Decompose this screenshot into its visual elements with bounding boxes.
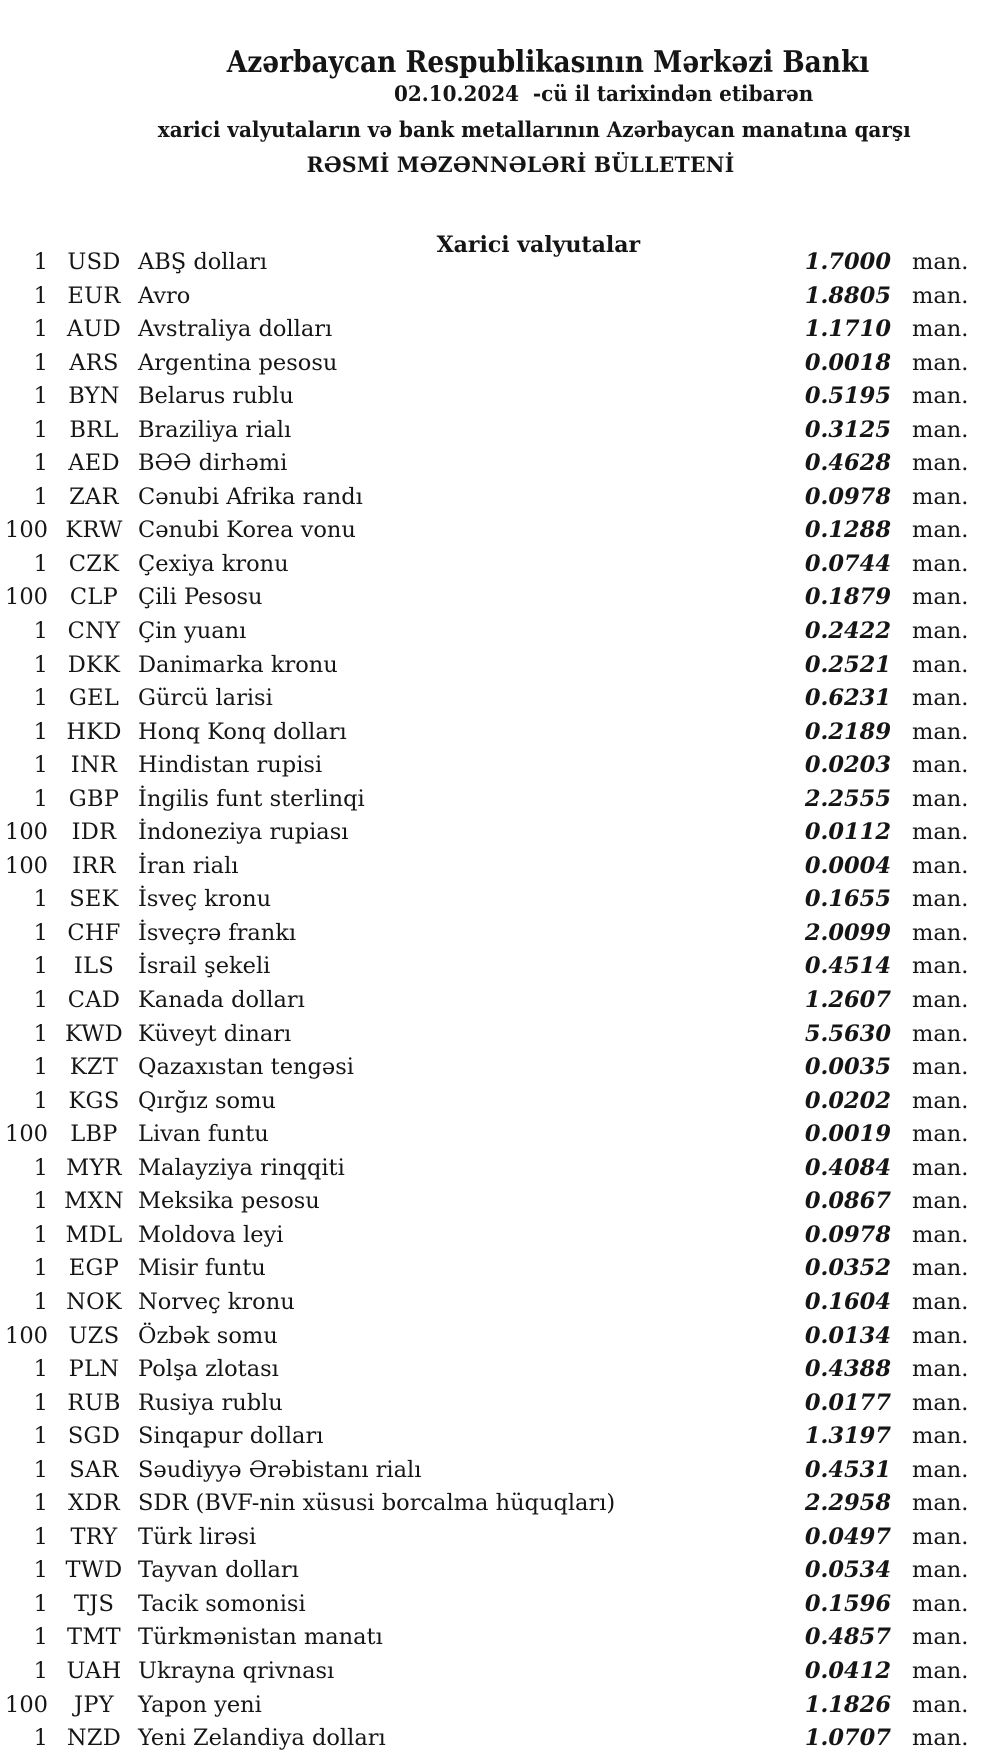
- quantity-cell: 1: [33, 1188, 48, 1215]
- currency-name-cell: İsrail şekeli: [138, 953, 271, 980]
- currency-name-cell: Rusiya rublu: [138, 1389, 283, 1416]
- currency-code-cell: INR: [70, 752, 118, 779]
- table-row: [0, 850, 1000, 884]
- unit-cell: man.: [912, 1255, 969, 1282]
- unit-cell: man.: [912, 416, 969, 443]
- quantity-cell: 1: [33, 450, 48, 477]
- currency-name-cell: Norveç kronu: [138, 1288, 295, 1315]
- rate-value-cell: 1.7000: [804, 249, 891, 275]
- currency-code-cell: TJS: [73, 1590, 115, 1617]
- quantity-cell: 1: [33, 1725, 48, 1752]
- effective-date-text: 02.10.2024 -cü il tarixindən etibarən: [394, 81, 814, 106]
- unit-cell: man.: [912, 349, 969, 376]
- currency-name-cell: Qırğız somu: [138, 1087, 276, 1114]
- rate-value-cell: 1.0707: [804, 1725, 891, 1752]
- section-title-text: Xarici valyutalar: [436, 232, 641, 258]
- table-row: [0, 1621, 1000, 1655]
- unit-cell: man.: [912, 886, 969, 913]
- quantity-cell: 1: [33, 1456, 48, 1483]
- currency-name-cell: Kanada dolları: [138, 987, 305, 1014]
- unit-cell: man.: [912, 852, 969, 879]
- table-row: [0, 1487, 1000, 1521]
- quantity-cell: 1: [33, 1557, 48, 1584]
- unit-cell: man.: [912, 651, 969, 678]
- quantity-cell: 1: [33, 1054, 48, 1081]
- currency-name-cell: Avro: [138, 282, 191, 309]
- rate-value-cell: 0.1879: [804, 584, 891, 611]
- unit-cell: man.: [912, 1725, 969, 1752]
- currency-code-cell: ZAR: [69, 483, 119, 510]
- unit-cell: man.: [912, 316, 969, 343]
- currency-code-cell: HKD: [66, 718, 122, 745]
- unit-cell: man.: [912, 450, 969, 477]
- unit-cell: man.: [912, 618, 969, 645]
- currency-code-cell: IDR: [71, 819, 117, 846]
- currency-name-cell: İndoneziya rupiası: [138, 819, 349, 846]
- bulletin-title: [0, 127, 1000, 202]
- quantity-cell: 100: [5, 517, 48, 544]
- currency-code-cell: AUD: [66, 316, 122, 343]
- rate-value-cell: 0.0497: [804, 1523, 891, 1550]
- table-row: [0, 1588, 1000, 1622]
- quantity-cell: 1: [33, 383, 48, 410]
- rate-value-cell: 0.2422: [804, 618, 891, 645]
- table-row: [0, 917, 1000, 951]
- unit-cell: man.: [912, 1188, 969, 1215]
- currency-name-cell: Moldova leyi: [138, 1221, 284, 1248]
- table-row: [0, 816, 1000, 850]
- currency-code-cell: TWD: [65, 1557, 123, 1584]
- quantity-cell: 1: [33, 618, 48, 645]
- currency-code-cell: BRL: [69, 416, 119, 443]
- rate-value-cell: 0.4628: [804, 450, 891, 477]
- table-row: [0, 1554, 1000, 1588]
- unit-cell: man.: [912, 1054, 969, 1081]
- quantity-cell: 1: [33, 1356, 48, 1383]
- currency-name-cell: Özbək somu: [138, 1322, 278, 1349]
- currency-code-cell: EGP: [68, 1255, 120, 1282]
- rate-value-cell: 0.1596: [804, 1590, 891, 1617]
- rate-value-cell: 0.0134: [804, 1322, 891, 1349]
- quantity-cell: 1: [33, 1657, 48, 1684]
- currency-code-cell: GBP: [68, 785, 120, 812]
- currency-code-cell: CZK: [68, 550, 120, 577]
- currency-name-cell: Türk lirəsi: [138, 1523, 257, 1550]
- currency-name-cell: Cənubi Afrika randı: [138, 483, 363, 510]
- currency-name-cell: Hindistan rupisi: [138, 752, 323, 779]
- currency-code-cell: MXN: [64, 1188, 124, 1215]
- quantity-cell: 100: [5, 1121, 48, 1148]
- table-row: [0, 615, 1000, 649]
- currency-code-cell: AED: [68, 450, 120, 477]
- table-row: [0, 313, 1000, 347]
- quantity-cell: 1: [33, 752, 48, 779]
- currency-code-cell: KGS: [68, 1087, 120, 1114]
- rate-value-cell: 1.2607: [804, 987, 891, 1014]
- table-row: [0, 280, 1000, 314]
- quantity-cell: 100: [5, 1322, 48, 1349]
- currency-code-cell: ILS: [73, 953, 115, 980]
- table-row: [0, 1387, 1000, 1421]
- unit-cell: man.: [912, 517, 969, 544]
- unit-cell: man.: [912, 282, 969, 309]
- quantity-cell: 1: [33, 1590, 48, 1617]
- quantity-cell: 1: [33, 953, 48, 980]
- table-row: [0, 246, 1000, 280]
- rate-value-cell: 0.4388: [804, 1356, 891, 1383]
- table-row: [0, 1118, 1000, 1152]
- unit-cell: man.: [912, 1087, 969, 1114]
- quantity-cell: 1: [33, 483, 48, 510]
- unit-cell: man.: [912, 1389, 969, 1416]
- table-row: [0, 1051, 1000, 1085]
- rate-value-cell: 1.3197: [804, 1423, 891, 1450]
- quantity-cell: 1: [33, 1423, 48, 1450]
- currency-code-cell: KZT: [69, 1054, 119, 1081]
- currency-name-cell: ABŞ dolları: [138, 249, 268, 275]
- quantity-cell: 1: [33, 316, 48, 343]
- currency-name-cell: Livan funtu: [138, 1121, 269, 1148]
- currency-code-cell: NOK: [66, 1288, 122, 1315]
- quantity-cell: 1: [33, 685, 48, 712]
- unit-cell: man.: [912, 1423, 969, 1450]
- currency-code-cell: CNY: [67, 618, 121, 645]
- unit-cell: man.: [912, 1557, 969, 1584]
- quantity-cell: 1: [33, 1288, 48, 1315]
- unit-cell: man.: [912, 383, 969, 410]
- rate-value-cell: 0.0177: [804, 1389, 891, 1416]
- rate-value-cell: 0.0035: [804, 1054, 891, 1081]
- table-row: [0, 883, 1000, 917]
- currency-code-cell: SAR: [69, 1456, 119, 1483]
- table-row: [0, 1353, 1000, 1387]
- rate-value-cell: 0.0019: [804, 1121, 891, 1148]
- quantity-cell: 1: [33, 919, 48, 946]
- rate-value-cell: 0.0203: [804, 752, 891, 779]
- table-row: [0, 1219, 1000, 1253]
- currency-code-cell: LBP: [70, 1121, 118, 1148]
- unit-cell: man.: [912, 685, 969, 712]
- currency-name-cell: İran rialı: [138, 852, 239, 879]
- table-row: [0, 1185, 1000, 1219]
- table-row: [0, 380, 1000, 414]
- currency-name-cell: Ukrayna qrivnası: [138, 1657, 335, 1684]
- currency-code-cell: KRW: [65, 517, 123, 544]
- table-row: [0, 649, 1000, 683]
- currency-code-cell: TMT: [67, 1624, 121, 1651]
- currency-code-cell: ARS: [69, 349, 119, 376]
- rate-value-cell: 0.6231: [804, 685, 891, 712]
- unit-cell: man.: [912, 1691, 969, 1718]
- currency-code-cell: RUB: [67, 1389, 121, 1416]
- currency-name-cell: Çin yuanı: [138, 618, 247, 645]
- currency-name-cell: Yapon yeni: [138, 1691, 262, 1718]
- rate-value-cell: 0.4857: [804, 1624, 891, 1651]
- currency-code-cell: MYR: [66, 1154, 122, 1181]
- rate-value-cell: 1.1710: [804, 316, 891, 343]
- table-row: [0, 1286, 1000, 1320]
- currency-name-cell: Danimarka kronu: [138, 651, 338, 678]
- unit-cell: man.: [912, 249, 969, 275]
- quantity-cell: 1: [33, 1490, 48, 1517]
- quantity-cell: 1: [33, 349, 48, 376]
- unit-cell: man.: [912, 718, 969, 745]
- unit-cell: man.: [912, 550, 969, 577]
- unit-cell: man.: [912, 1624, 969, 1651]
- table-row: [0, 1689, 1000, 1723]
- currency-code-cell: UZS: [68, 1322, 120, 1349]
- quantity-cell: 1: [33, 1624, 48, 1651]
- rate-value-cell: 0.2521: [804, 651, 891, 678]
- quantity-cell: 100: [5, 819, 48, 846]
- table-row: [0, 1018, 1000, 1052]
- rate-value-cell: 0.0018: [804, 349, 891, 376]
- rate-value-cell: 0.0352: [804, 1255, 891, 1282]
- unit-cell: man.: [912, 1456, 969, 1483]
- unit-cell: man.: [912, 1221, 969, 1248]
- table-row: [0, 783, 1000, 817]
- rate-value-cell: 0.0202: [804, 1087, 891, 1114]
- unit-cell: man.: [912, 1657, 969, 1684]
- currency-rates-table: [0, 246, 1000, 1756]
- subtitle-text: xarici valyutaların və bank metallarının Azərbaycan manatına qarşı: [158, 117, 912, 142]
- table-row: [0, 716, 1000, 750]
- quantity-cell: 1: [33, 785, 48, 812]
- table-row: [0, 548, 1000, 582]
- quantity-cell: 100: [5, 584, 48, 611]
- rate-value-cell: 1.1826: [804, 1691, 891, 1718]
- currency-name-cell: Malayziya rinqqiti: [138, 1154, 345, 1181]
- bulletin-title-text: RƏSMİ MƏZƏNNƏLƏRİ BÜLLETENİ: [306, 152, 735, 177]
- quantity-cell: 100: [5, 1691, 48, 1718]
- rate-value-cell: 0.0867: [804, 1188, 891, 1215]
- quantity-cell: 1: [33, 249, 48, 275]
- currency-code-cell: MDL: [65, 1221, 123, 1248]
- table-row: [0, 447, 1000, 481]
- unit-cell: man.: [912, 1523, 969, 1550]
- unit-cell: man.: [912, 1121, 969, 1148]
- rate-value-cell: 5.5630: [804, 1020, 891, 1047]
- currency-name-cell: SDR (BVF-nin xüsusi borcalma hüquqları): [138, 1490, 616, 1517]
- currency-name-cell: Qazaxıstan tengəsi: [138, 1054, 354, 1081]
- currency-code-cell: GEL: [68, 685, 120, 712]
- unit-cell: man.: [912, 1020, 969, 1047]
- unit-cell: man.: [912, 1490, 969, 1517]
- table-row: [0, 1420, 1000, 1454]
- rate-value-cell: 2.2958: [804, 1490, 891, 1517]
- quantity-cell: 1: [33, 1389, 48, 1416]
- unit-cell: man.: [912, 1356, 969, 1383]
- currency-name-cell: BƏƏ dirhəmi: [138, 450, 288, 477]
- quantity-cell: 1: [33, 651, 48, 678]
- quantity-cell: 1: [33, 1020, 48, 1047]
- rate-value-cell: 0.0112: [804, 819, 891, 846]
- table-row: [0, 1085, 1000, 1119]
- quantity-cell: 1: [33, 1221, 48, 1248]
- rate-value-cell: 0.1655: [804, 886, 891, 913]
- table-row: [0, 749, 1000, 783]
- currency-name-cell: Gürcü larisi: [138, 685, 273, 712]
- table-row: [0, 1521, 1000, 1555]
- currency-code-cell: CHF: [67, 919, 121, 946]
- table-row: [0, 1454, 1000, 1488]
- quantity-cell: 1: [33, 1154, 48, 1181]
- rate-value-cell: 0.3125: [804, 416, 891, 443]
- currency-name-cell: Tayvan dolları: [138, 1557, 299, 1584]
- currency-name-cell: Türkmənistan manatı: [138, 1624, 383, 1651]
- rate-value-cell: 0.1288: [804, 517, 891, 544]
- currency-name-cell: Belarus rublu: [138, 383, 294, 410]
- rate-value-cell: 0.4514: [804, 953, 891, 980]
- quantity-cell: 1: [33, 1523, 48, 1550]
- currency-code-cell: KWD: [64, 1020, 124, 1047]
- quantity-cell: 1: [33, 1087, 48, 1114]
- currency-name-cell: Səudiyyə Ərəbistanı rialı: [138, 1456, 422, 1483]
- unit-cell: man.: [912, 1322, 969, 1349]
- rate-value-cell: 0.5195: [804, 383, 891, 410]
- currency-code-cell: NZD: [66, 1725, 122, 1752]
- currency-code-cell: BYN: [68, 383, 120, 410]
- quantity-cell: 1: [33, 718, 48, 745]
- currency-code-cell: UAH: [66, 1657, 122, 1684]
- table-row: [0, 481, 1000, 515]
- currency-code-cell: SGD: [67, 1423, 121, 1450]
- currency-name-cell: Honq Konq dolları: [138, 718, 347, 745]
- currency-code-cell: USD: [67, 249, 121, 275]
- currency-name-cell: Braziliya rialı: [138, 416, 292, 443]
- table-row: [0, 1655, 1000, 1689]
- rate-value-cell: 2.0099: [804, 919, 891, 946]
- table-row: [0, 984, 1000, 1018]
- unit-cell: man.: [912, 584, 969, 611]
- currency-name-cell: İngilis funt sterlinqi: [138, 785, 365, 812]
- quantity-cell: 1: [33, 886, 48, 913]
- currency-name-cell: Cənubi Korea vonu: [138, 517, 356, 544]
- quantity-cell: 1: [33, 282, 48, 309]
- currency-name-cell: Küveyt dinarı: [138, 1020, 292, 1047]
- rate-value-cell: 0.4531: [804, 1456, 891, 1483]
- currency-name-cell: Yeni Zelandiya dolları: [138, 1725, 386, 1752]
- rate-value-cell: 0.0534: [804, 1557, 891, 1584]
- currency-name-cell: Polşa zlotası: [138, 1356, 279, 1383]
- currency-code-cell: TRY: [70, 1523, 118, 1550]
- currency-name-cell: Tacik somonisi: [138, 1590, 306, 1617]
- currency-name-cell: Argentina pesosu: [138, 349, 338, 376]
- unit-cell: man.: [912, 919, 969, 946]
- rate-value-cell: 0.0412: [804, 1657, 891, 1684]
- rate-value-cell: 0.0978: [804, 1221, 891, 1248]
- currency-name-cell: Çexiya kronu: [138, 550, 289, 577]
- unit-cell: man.: [912, 785, 969, 812]
- rate-value-cell: 0.1604: [804, 1288, 891, 1315]
- currency-code-cell: XDR: [68, 1490, 120, 1517]
- unit-cell: man.: [912, 987, 969, 1014]
- table-row: [0, 1252, 1000, 1286]
- page-title-text: Azərbaycan Respublikasının Mərkəzi Bankı: [226, 45, 870, 80]
- table-row: [0, 1722, 1000, 1756]
- unit-cell: man.: [912, 1154, 969, 1181]
- currency-code-cell: CAD: [67, 987, 121, 1014]
- table-row: [0, 1320, 1000, 1354]
- currency-code-cell: CLP: [69, 584, 119, 611]
- currency-name-cell: Çili Pesosu: [138, 584, 263, 611]
- unit-cell: man.: [912, 819, 969, 846]
- currency-code-cell: EUR: [67, 282, 121, 309]
- unit-cell: man.: [912, 483, 969, 510]
- currency-name-cell: İsveçrə frankı: [138, 919, 297, 946]
- quantity-cell: 1: [33, 1255, 48, 1282]
- unit-cell: man.: [912, 1288, 969, 1315]
- unit-cell: man.: [912, 752, 969, 779]
- currency-name-cell: Misir funtu: [138, 1255, 266, 1282]
- currency-code-cell: IRR: [72, 852, 116, 879]
- rate-value-cell: 0.2189: [804, 718, 891, 745]
- rate-value-cell: 2.2555: [804, 785, 891, 812]
- currency-name-cell: Meksika pesosu: [138, 1188, 320, 1215]
- currency-name-cell: Sinqapur dolları: [138, 1423, 324, 1450]
- table-row: [0, 682, 1000, 716]
- table-row: [0, 514, 1000, 548]
- table-row: [0, 950, 1000, 984]
- table-row: [0, 414, 1000, 448]
- quantity-cell: 1: [33, 550, 48, 577]
- table-row: [0, 347, 1000, 381]
- rate-value-cell: 0.0004: [804, 852, 891, 879]
- rate-value-cell: 0.0978: [804, 483, 891, 510]
- currency-code-cell: DKK: [67, 651, 121, 678]
- currency-code-cell: SEK: [69, 886, 119, 913]
- currency-name-cell: Avstraliya dolları: [138, 316, 333, 343]
- unit-cell: man.: [912, 953, 969, 980]
- unit-cell: man.: [912, 1590, 969, 1617]
- quantity-cell: 100: [5, 852, 48, 879]
- quantity-cell: 1: [33, 416, 48, 443]
- currency-code-cell: PLN: [68, 1356, 120, 1383]
- rate-value-cell: 0.0744: [804, 550, 891, 577]
- table-row: [0, 581, 1000, 615]
- table-row: [0, 1152, 1000, 1186]
- quantity-cell: 1: [33, 987, 48, 1014]
- currency-name-cell: İsveç kronu: [138, 886, 272, 913]
- rate-value-cell: 0.4084: [804, 1154, 891, 1181]
- rate-value-cell: 1.8805: [804, 282, 891, 309]
- currency-code-cell: JPY: [74, 1691, 114, 1718]
